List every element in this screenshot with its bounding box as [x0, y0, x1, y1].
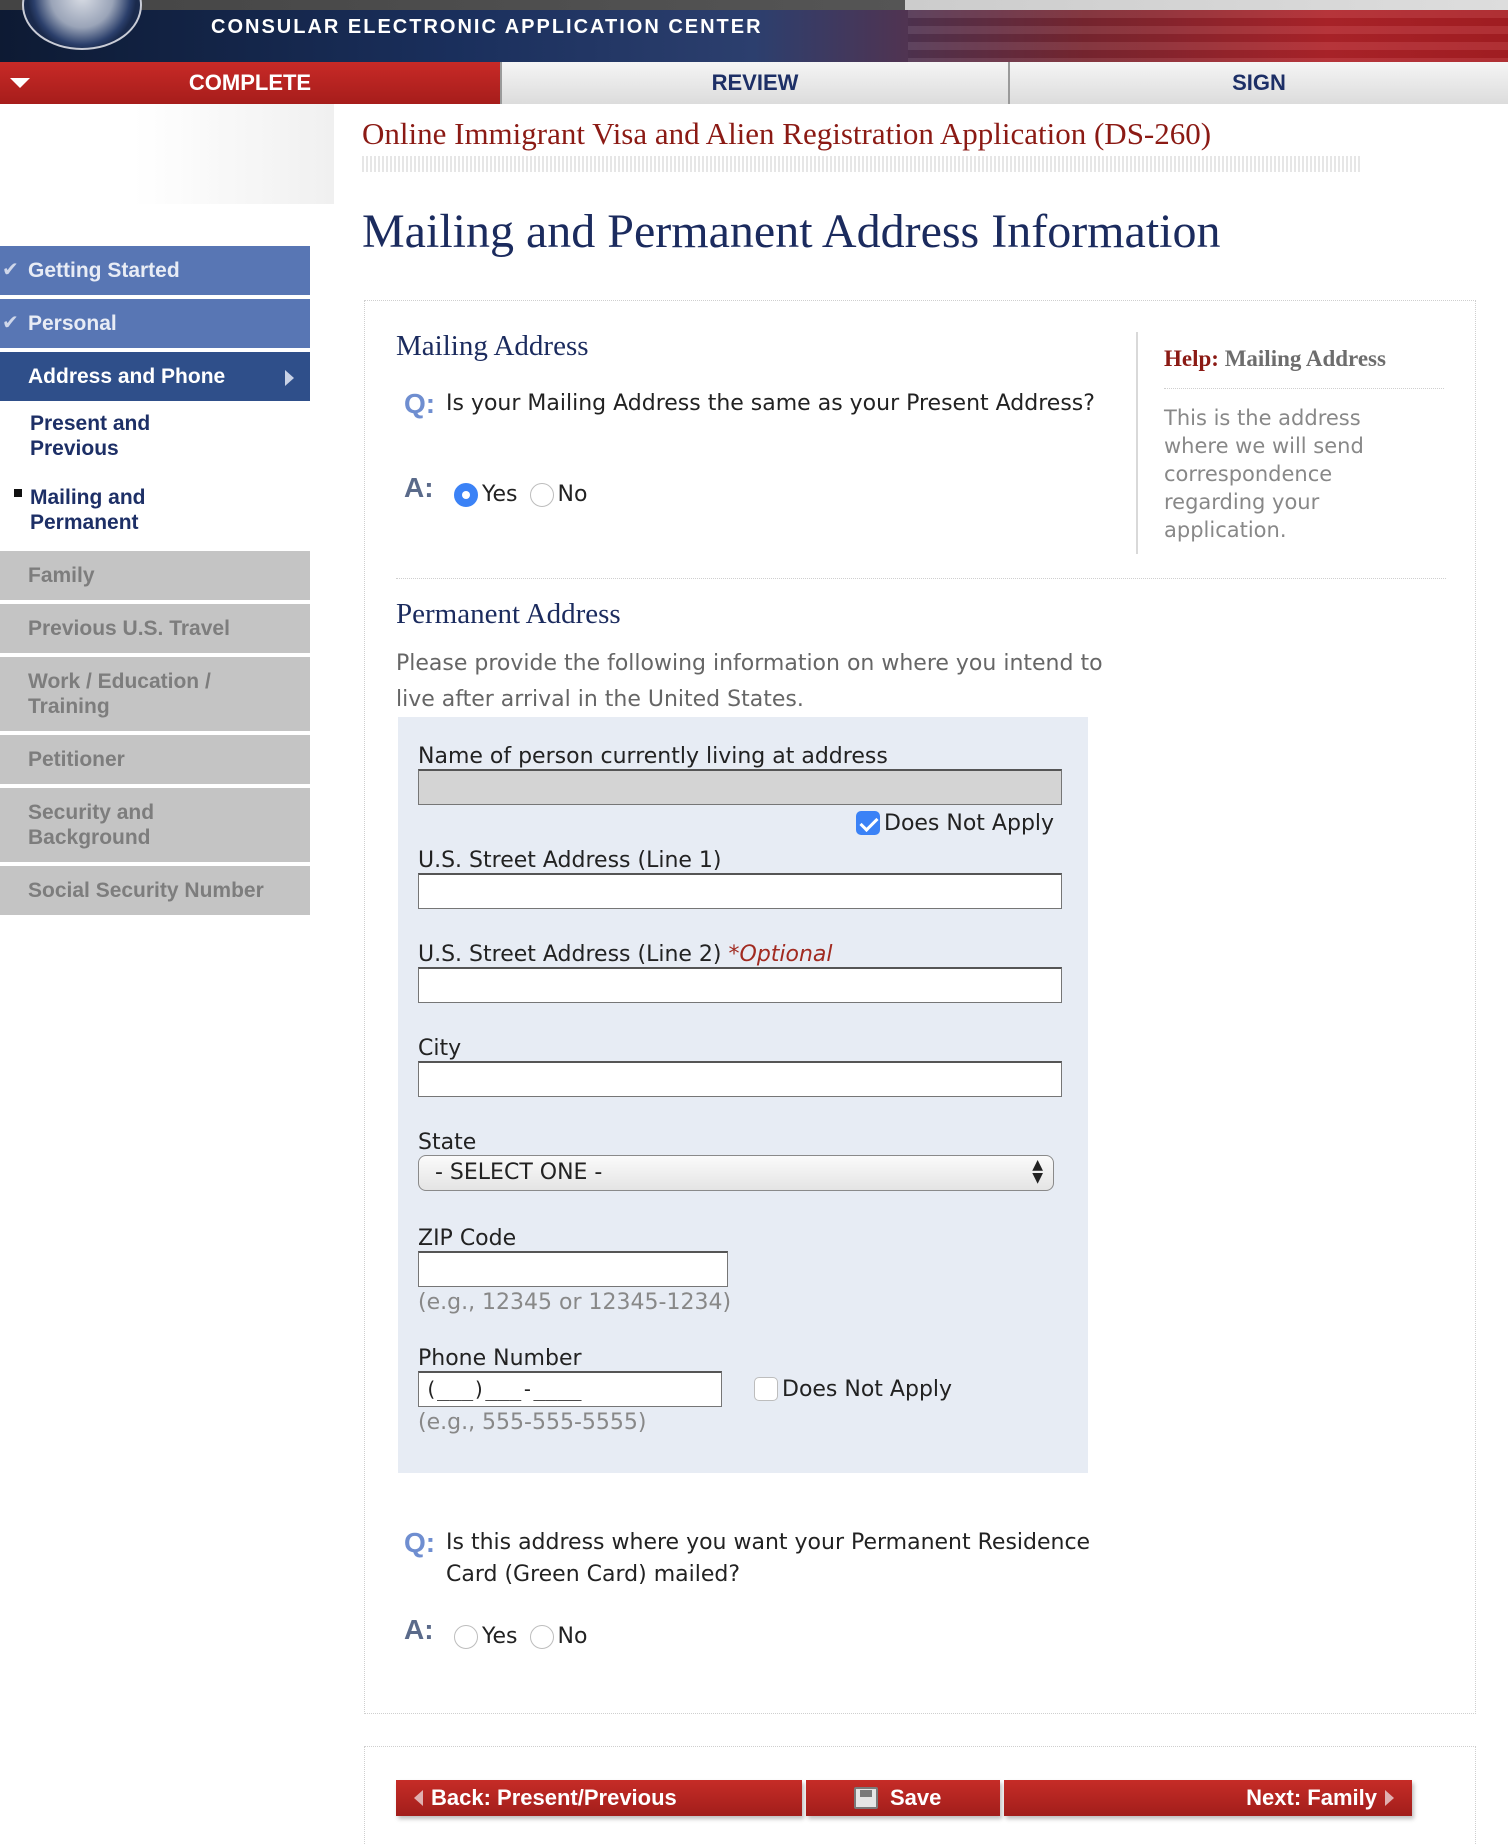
green-card-question: Is this address where you want your Permanent Residence Card (Green Card) mailed?: [446, 1530, 1091, 1587]
progress-steps: [0, 62, 1508, 104]
optional-marker: *Optional: [728, 942, 833, 967]
no-label: No: [557, 1624, 588, 1649]
chevron-right-icon: [1385, 1790, 1394, 1806]
chevron-down-icon: [10, 78, 30, 88]
current-page-bullet-icon: [14, 489, 22, 497]
banner-top-strip: [0, 0, 1508, 10]
sidebar-nav: [0, 246, 310, 919]
phone-does-not-apply-label: Does Not Apply: [782, 1377, 953, 1402]
phone-input-mask: (___)___-____: [425, 1377, 582, 1401]
zip-label: ZIP Code: [418, 1226, 517, 1251]
state-selected-value: - SELECT ONE -: [435, 1160, 603, 1185]
phone-label: Phone Number: [418, 1346, 582, 1371]
phone-does-not-apply-checkbox[interactable]: [754, 1377, 778, 1401]
street2-label: [418, 942, 833, 967]
header-banner: [0, 0, 1508, 62]
sidebar-item-personal[interactable]: [0, 299, 310, 348]
back-button[interactable]: [396, 1780, 802, 1816]
select-arrows-icon: ▲ ▼: [1032, 1157, 1043, 1186]
street1-label: U.S. Street Address (Line 1): [418, 848, 722, 873]
sidebar-subitem-label: Present and Previous: [30, 412, 151, 460]
street2-input[interactable]: [418, 967, 1062, 1003]
phone-hint: (e.g., 555-555-5555): [418, 1410, 647, 1435]
city-input[interactable]: [418, 1061, 1062, 1097]
mailing-same-question: Is your Mailing Address the same as your Present Address?: [446, 391, 1095, 416]
sidebar-item-label: Security and Background: [28, 801, 155, 849]
help-divider: [1164, 388, 1444, 389]
sidebar-item-label: Personal: [28, 312, 117, 335]
sidebar-item-label: Petitioner: [28, 748, 125, 771]
help-box: [1136, 332, 1446, 554]
question-label: Q:: [404, 1527, 436, 1558]
name-does-not-apply-label: Does Not Apply: [884, 811, 1055, 836]
site-title: CONSULAR ELECTRONIC APPLICATION CENTER: [211, 16, 763, 38]
sidebar-item-label: Previous U.S. Travel: [28, 617, 230, 640]
step-sign-label: SIGN: [1232, 70, 1286, 95]
street2-label-text: U.S. Street Address (Line 2): [418, 942, 722, 967]
step-review[interactable]: [500, 62, 1008, 104]
sidebar-item-social-security-number[interactable]: [0, 866, 310, 915]
application-title: Online Immigrant Visa and Alien Registration Application (DS-260): [362, 116, 1212, 151]
sidebar-item-label: Work / Education / Training: [28, 670, 211, 718]
city-label: City: [418, 1036, 462, 1061]
step-complete-label: COMPLETE: [188, 70, 312, 95]
sidebar-item-address-and-phone[interactable]: [0, 352, 310, 401]
sidebar-item-label: Address and Phone: [28, 365, 226, 388]
sidebar-item-label: Family: [28, 564, 95, 587]
sidebar-subitem-mailing-permanent[interactable]: [0, 481, 310, 547]
answer-label: A:: [404, 472, 434, 503]
sidebar-item-previous-us-travel[interactable]: [0, 604, 310, 653]
zip-hint: (e.g., 12345 or 12345-1234): [418, 1290, 732, 1315]
next-button-label: Next: Family: [1246, 1785, 1377, 1810]
mailing-same-yes-radio[interactable]: [454, 483, 478, 507]
green-card-radio-group: [454, 1624, 599, 1649]
sidebar-subitem-label: Mailing and Permanent: [30, 486, 146, 534]
yes-label: Yes: [482, 1624, 518, 1649]
step-review-label: REVIEW: [711, 70, 799, 95]
answer-label: A:: [404, 1614, 434, 1645]
sidebar-item-label: Getting Started: [28, 259, 180, 282]
chevron-right-icon: [285, 370, 294, 386]
sidebar-item-petitioner[interactable]: [0, 735, 310, 784]
sidebar-item-family[interactable]: [0, 551, 310, 600]
checkmark-icon: ✔: [2, 312, 19, 334]
question-label: Q:: [404, 388, 436, 419]
phone-input[interactable]: [418, 1371, 722, 1407]
back-button-label: Back: Present/Previous: [431, 1785, 677, 1810]
sidebar-item-label: Social Security Number: [28, 879, 264, 902]
help-key: Help:: [1164, 346, 1219, 371]
green-card-no-radio[interactable]: [530, 1625, 554, 1649]
sidebar-item-getting-started[interactable]: [0, 246, 310, 295]
section-divider: [396, 578, 1446, 579]
help-topic: Mailing Address: [1224, 346, 1386, 371]
sidebar-item-work-education-training[interactable]: [0, 657, 310, 731]
no-label: No: [557, 482, 588, 507]
save-button[interactable]: [806, 1780, 1000, 1816]
state-label: State: [418, 1130, 477, 1155]
save-button-label: Save: [890, 1785, 942, 1810]
zip-input[interactable]: [418, 1251, 728, 1287]
street1-input[interactable]: [418, 873, 1062, 909]
permanent-address-intro: Please provide the following information on where you intend to live after arrival in the United States.: [396, 651, 1103, 712]
next-button[interactable]: [1004, 1780, 1412, 1816]
state-department-seal-logo: [22, 0, 142, 50]
title-divider: [362, 156, 1362, 172]
floppy-disk-icon: [854, 1787, 878, 1809]
permanent-address-heading: Permanent Address: [396, 598, 621, 630]
flag-background: [908, 10, 1508, 62]
name-does-not-apply-checkbox[interactable]: [856, 811, 880, 835]
step-sign[interactable]: [1008, 62, 1508, 104]
yes-label: Yes: [482, 482, 518, 507]
green-card-yes-radio[interactable]: [454, 1625, 478, 1649]
chevron-left-icon: [414, 1790, 423, 1806]
name-at-address-label: Name of person currently living at address: [418, 744, 888, 769]
sidebar-header-fade: [0, 104, 334, 204]
sidebar-item-security-background[interactable]: [0, 788, 310, 862]
mailing-same-radio-group: [454, 482, 599, 507]
help-title: [1164, 346, 1386, 372]
checkmark-icon: ✔: [2, 259, 19, 281]
help-text: This is the address where we will send correspondence regarding your application.: [1164, 406, 1364, 542]
name-at-address-input[interactable]: [418, 769, 1062, 805]
mailing-same-no-radio[interactable]: [530, 483, 554, 507]
step-complete[interactable]: [0, 62, 500, 104]
state-select[interactable]: [418, 1155, 1054, 1191]
page-title: Mailing and Permanent Address Information: [362, 205, 1221, 258]
mailing-address-heading: Mailing Address: [396, 330, 589, 362]
sidebar-subitem-present-previous[interactable]: [0, 407, 310, 473]
